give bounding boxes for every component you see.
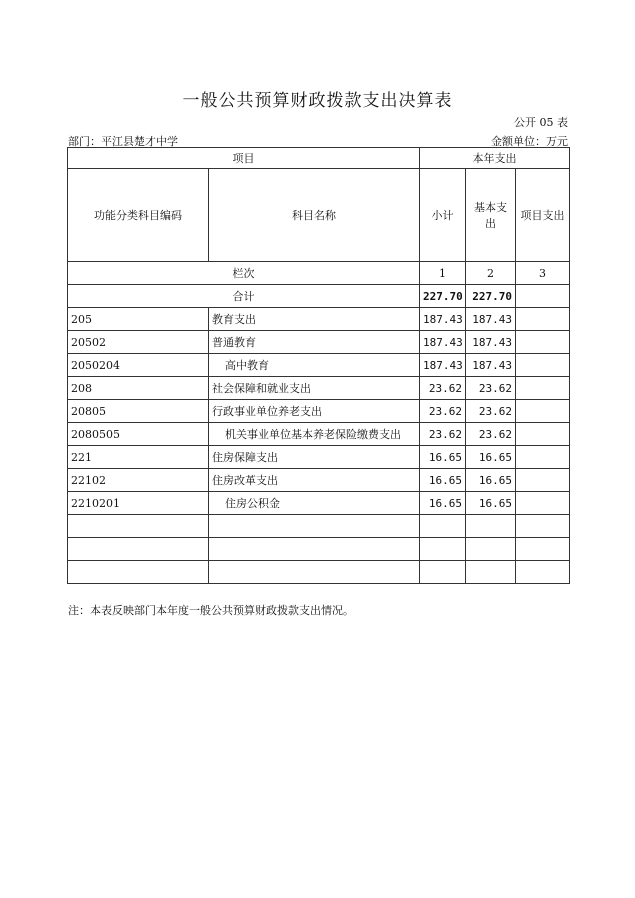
form-number: 公开 05 表 <box>514 116 568 129</box>
row-basic: 187.43 <box>466 331 516 354</box>
row-project <box>516 400 570 423</box>
row-subtotal: 187.43 <box>420 308 466 331</box>
row-basic: 23.62 <box>466 400 516 423</box>
row-subtotal: 23.62 <box>420 377 466 400</box>
row-basic: 23.62 <box>466 423 516 446</box>
table-row <box>68 446 570 469</box>
page-title: 一般公共预算财政拨款支出决算表 <box>182 91 453 111</box>
total-label: 合计 <box>68 285 420 308</box>
row-subtotal: 187.43 <box>420 331 466 354</box>
row-subtotal: 23.62 <box>420 400 466 423</box>
row-subtotal: 16.65 <box>420 492 466 515</box>
row-basic <box>466 561 516 584</box>
row-project <box>516 561 570 584</box>
table-row <box>68 538 570 561</box>
header-item: 项目 <box>68 148 420 169</box>
table-row <box>68 331 570 354</box>
row-code <box>68 515 209 538</box>
row-name: 高中教育 <box>209 354 420 377</box>
column-index-1: 1 <box>420 262 466 285</box>
row-name: 行政事业单位养老支出 <box>209 400 420 423</box>
row-code: 2080505 <box>68 423 209 446</box>
footnote: 注：本表反映部门本年度一般公共预算财政拨款支出情况。 <box>68 604 354 617</box>
row-name <box>209 538 420 561</box>
header-basic: 基本支出 <box>466 169 516 262</box>
table-row <box>68 423 570 446</box>
column-index-row <box>68 262 570 285</box>
row-code: 208 <box>68 377 209 400</box>
row-basic: 23.62 <box>466 377 516 400</box>
row-name: 住房公积金 <box>209 492 420 515</box>
total-row <box>68 285 570 308</box>
row-project <box>516 515 570 538</box>
table-row <box>68 515 570 538</box>
row-subtotal: 23.62 <box>420 423 466 446</box>
row-name <box>209 515 420 538</box>
table-row <box>68 308 570 331</box>
row-code: 20502 <box>68 331 209 354</box>
row-name <box>209 561 420 584</box>
row-basic: 187.43 <box>466 308 516 331</box>
row-basic <box>466 538 516 561</box>
row-code: 221 <box>68 446 209 469</box>
row-subtotal: 16.65 <box>420 469 466 492</box>
row-project <box>516 377 570 400</box>
row-name: 住房保障支出 <box>209 446 420 469</box>
header-annual: 本年支出 <box>420 148 570 169</box>
row-project <box>516 446 570 469</box>
row-subtotal <box>420 538 466 561</box>
row-project <box>516 469 570 492</box>
amount-unit-label: 金额单位：万元 <box>491 135 568 148</box>
total-subtotal: 227.70 <box>420 285 466 308</box>
row-project <box>516 354 570 377</box>
column-index-3: 3 <box>516 262 570 285</box>
total-project <box>516 285 570 308</box>
row-name: 教育支出 <box>209 308 420 331</box>
row-project <box>516 492 570 515</box>
row-basic: 16.65 <box>466 446 516 469</box>
row-basic: 16.65 <box>466 469 516 492</box>
row-subtotal: 16.65 <box>420 446 466 469</box>
row-name: 机关事业单位基本养老保险缴费支出 <box>209 423 420 446</box>
expenditure-table <box>67 147 570 584</box>
table-row <box>68 561 570 584</box>
total-basic: 227.70 <box>466 285 516 308</box>
row-name: 社会保障和就业支出 <box>209 377 420 400</box>
column-index-label: 栏次 <box>68 262 420 285</box>
row-project <box>516 331 570 354</box>
row-code: 2210201 <box>68 492 209 515</box>
table-row <box>68 492 570 515</box>
header-row-1 <box>68 148 570 169</box>
row-name: 普通教育 <box>209 331 420 354</box>
row-code <box>68 538 209 561</box>
row-code: 22102 <box>68 469 209 492</box>
row-project <box>516 308 570 331</box>
table-row <box>68 377 570 400</box>
row-subtotal <box>420 515 466 538</box>
column-index-2: 2 <box>466 262 516 285</box>
row-code: 2050204 <box>68 354 209 377</box>
header-code: 功能分类科目编码 <box>68 169 209 262</box>
row-code: 205 <box>68 308 209 331</box>
row-subtotal <box>420 561 466 584</box>
row-basic: 16.65 <box>466 492 516 515</box>
row-project <box>516 423 570 446</box>
row-basic: 187.43 <box>466 354 516 377</box>
row-project <box>516 538 570 561</box>
row-code <box>68 561 209 584</box>
table-row <box>68 400 570 423</box>
row-name: 住房改革支出 <box>209 469 420 492</box>
header-subtotal: 小计 <box>420 169 466 262</box>
table-row <box>68 469 570 492</box>
department-label: 部门：平江县楚才中学 <box>68 135 178 148</box>
table-row <box>68 354 570 377</box>
row-code: 20805 <box>68 400 209 423</box>
header-project: 项目支出 <box>516 169 570 262</box>
row-subtotal: 187.43 <box>420 354 466 377</box>
row-basic <box>466 515 516 538</box>
header-row-2 <box>68 169 570 262</box>
header-name: 科目名称 <box>209 169 420 262</box>
